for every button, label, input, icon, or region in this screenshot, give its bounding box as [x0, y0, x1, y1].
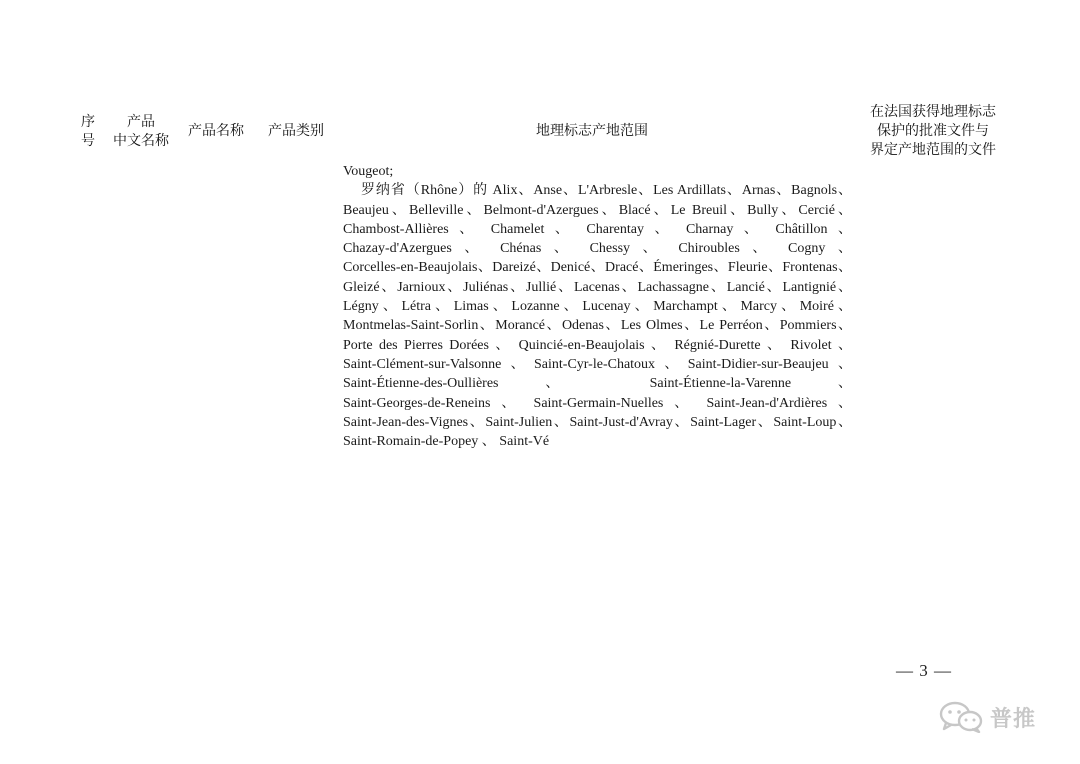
header-geo-scope: 地理标志产地范围: [536, 123, 648, 139]
watermark: [938, 700, 1036, 734]
text-line: Saint-Romain-de-Popey 、 Saint-Vé: [343, 434, 550, 450]
watermark-text: 普推: [990, 706, 1037, 732]
header-approval-doc-line-3: 界定产地范围的文件: [870, 142, 996, 158]
header-product-cn-line-1: 产品: [127, 114, 155, 130]
text-line: Saint-Georges-de-Reneins 、 Saint-Germain-Nuelles 、 Saint-Jean-d'Ardières 、: [343, 395, 852, 411]
text-line: Saint-Clément-sur-Valsonne、Saint-Cyr-le-Chatoux、Saint-Didier-sur-Beaujeu、: [343, 356, 852, 372]
header-approval-doc-line-2: 保护的批准文件与: [877, 123, 989, 139]
header-seq-line-1: 序: [81, 114, 95, 130]
header-approval-doc-line-1: 在法国获得地理标志: [870, 104, 996, 120]
text-line: Saint-Jean-des-Vignes、Saint-Julien、Saint-Just-d'Avray、Saint-Lager、Saint-Loup、: [343, 414, 852, 430]
header-product-category: 产品类别: [268, 123, 324, 139]
header-seq-line-2: 号: [81, 133, 95, 149]
header-product-cn-line-2: 中文名称: [113, 133, 169, 149]
text-line: Montmelas-Saint-Sorlin、Morancé、Odenas、Les Olmes、Le Perréon、Pommiers、: [343, 318, 852, 334]
header-approval-doc: [858, 103, 1008, 160]
text-line: Saint-Étienne-des-Oullières 、 Saint-Étienne-la-Varenne 、: [343, 376, 852, 392]
text-line: Légny 、 Létra 、 Limas 、 Lozanne 、 Lucenay 、 Marchampt 、 Marcy 、 Moiré 、: [343, 299, 852, 315]
page-number: — 3 —: [896, 661, 952, 680]
geo-scope-text: [343, 162, 852, 451]
header-product-name: 产品名称: [188, 123, 244, 139]
header-seq: [78, 113, 98, 151]
text-line: Porte des Pierres Dorées 、 Quincié-en-Beaujolais 、 Régnié-Durette 、 Rivolet 、: [343, 337, 852, 353]
text-line: 罗纳省（Rhône）的 Alix、Anse、L'Arbresle、Les Ardillats、Arnas、Bagnols、: [361, 183, 852, 199]
text-line: Chambost-Allières 、 Chamelet 、 Charentay 、 Charnay 、 Châtillon 、: [343, 221, 852, 237]
text-line: Gleizé、Jarnioux、Juliénas、Jullié、Lacenas、Lachassagne、Lancié、Lantignié、: [343, 279, 852, 295]
header-product-cn: [108, 113, 174, 151]
text-line: Vougeot;: [343, 164, 394, 179]
text-line: Corcelles-en-Beaujolais、Dareizé、Denicé、Dracé、Émeringes、Fleurie、Frontenas、: [343, 260, 852, 276]
wechat-icon: [938, 701, 984, 733]
text-line: Chazay-d'Azergues 、 Chénas 、 Chessy 、 Chiroubles 、 Cogny 、: [343, 241, 852, 257]
text-line: Beaujeu、Belleville、Belmont-d'Azergues、Blacé、Le Breuil、Bully、Cercié、: [343, 202, 852, 218]
